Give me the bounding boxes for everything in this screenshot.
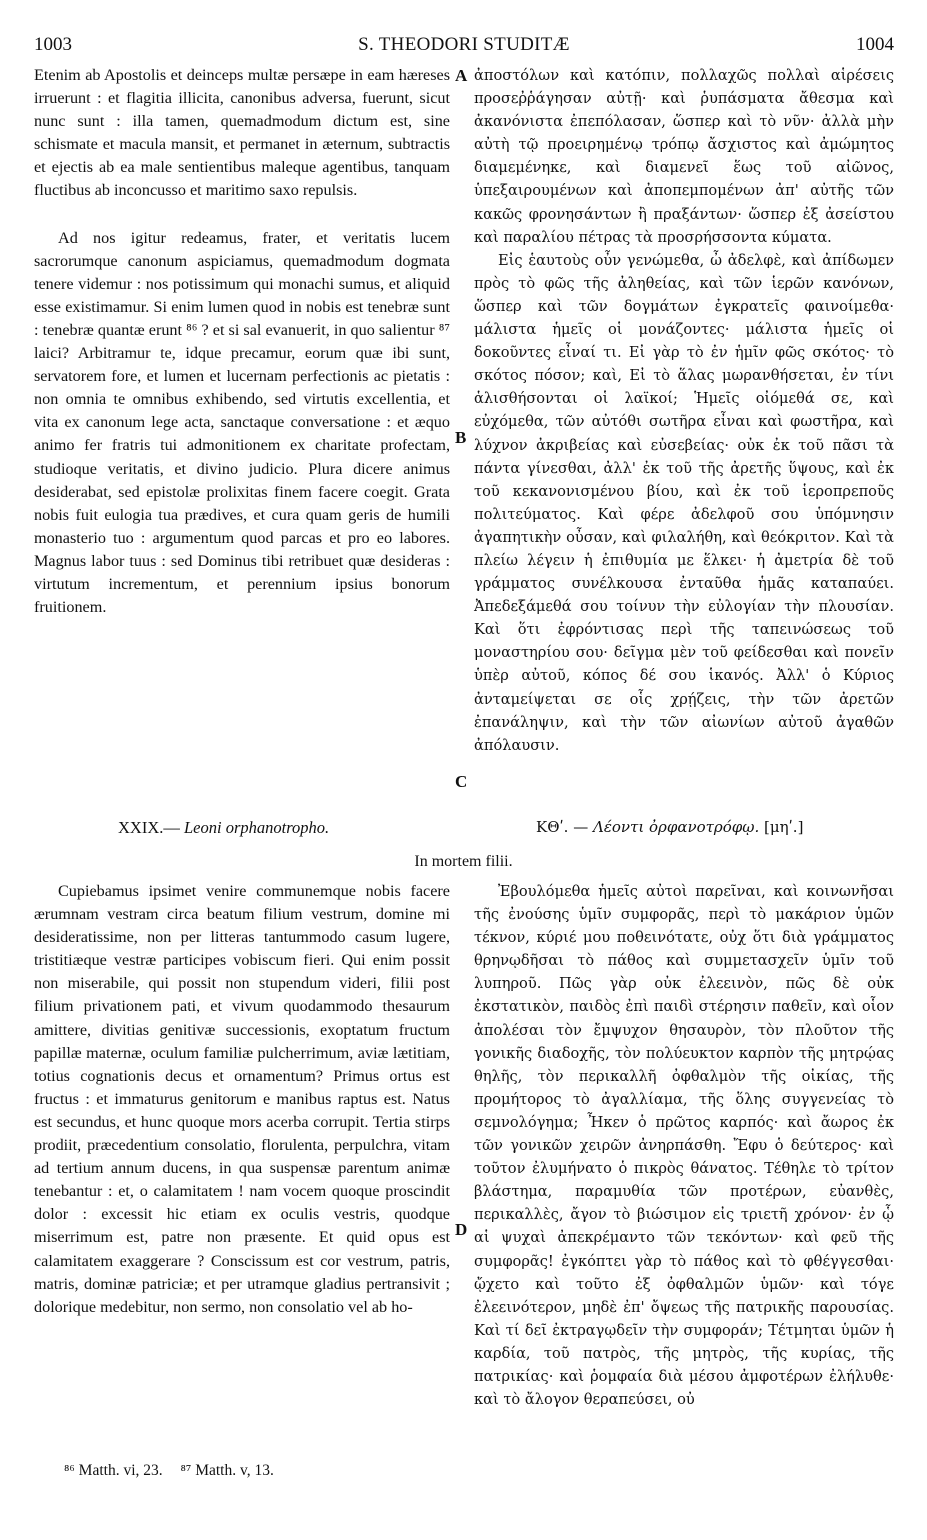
greek-paragraph: Εἰς ἑαυτοὺς οὖν γενώμεθα, ὦ ἀδελφὲ, καὶ ἀπίδωμεν πρὸς τὸ φῶς τῆς ἀληθείας, καὶ τῶν ἱερῶν κανόνων, ὥσπερ καὶ τῶν δογμάτων ἐγκρατεῖς φαινοίμεθα· μάλιστα ἡμεῖς οἱ μονάζοντες· μάλιστα ἡμεῖς οἱ δοκοῦντες εἶναί τι. Εἰ γὰρ τὸ ἐν ἡμῖν φῶς σκότος· τὸ σκότος πόσον; καὶ, Εἰ τὸ ἅλας μωρανθήσεται, ἐν τίνι ἁλισθήσονται οἱ λαϊκοί; Ἡμεῖς οἰόμεθά σε, καὶ εὐχόμεθα, τῶν αὐτόθι σωτῆρα εἶναι καὶ φωστῆρα, καὶ λύχνον ἀκριβείας καὶ εὐσεβείας· οὐκ ἐκ τοῦ πᾶσι τὰ πάντα γίνεσθαι, ἀλλ' ἐκ τοῦ τῆς ἀρετῆς ὕψους, καὶ ἐκ τοῦ κεκανονισμένου βίου, καὶ ἐκ τοῦ ἱεροπρεποῦς πολιτεύματος. Καὶ φέρε ἀδελφοῦ σου ὑπόμνησιν ἀγαπητικὴν οὖσαν, καὶ φιλαλήθη, καὶ θεόκριτον. Καὶ τὰ πλείω λέγειν ἡ ἐπιθυμία με ἕλκει· ἡ ἀμετρία δὲ τοῦ γράμματος συνέλκουσα ἐνταῦθα ἡμᾶς καταπαύει. Ἀπεδεξάμεθά σου τοίνυν τὴν εὐλογίαν τὴν πλουσίαν. Καὶ ὅτι ἐφρόντισας περὶ τῆς ταπεινώσεως τοῦ μοναστηρίου σου· δεῖγμα μὲν τοῦ φείδεσθαι καὶ πονεῖν ὑπὲρ αὐτοῦ, κόπος δέ σου ἱκανός. Ἀλλ' ὁ Κύριος ἀνταμείψεται σε οἷς χρῄζεις, τὴν τῶν ἀρετῶν ἐπανάληψιν, καὶ τὴν τῶν αἰωνίων αὐτοῦ ἀγαθῶν ἀπόλαυσιν.	[474, 251, 894, 754]
greek-letter-title	[536, 818, 803, 836]
running-title: S. THEODORI STUDITÆ	[358, 34, 570, 55]
latin-column-letter29	[34, 880, 450, 1319]
greek-letter-number: ΚΘʹ. —	[536, 818, 589, 836]
greek-paragraph: Ἐβουλόμεθα ἡμεῖς αὐτοὶ παρεῖναι, καὶ κοινωνῆσαι τῆς ἐνούσης ὑμῖν συμφορᾶς, περὶ τὸ μακάριον ὑμῶν τέκνον, κύριέ μου ποθεινότατε, οὐχ ὅτι διὰ γράμματος θρηνῳδῆσαι τὸ πάθος καὶ συμμετασχεῖν ὑμῖν τοῦ λυπηροῦ. Πῶς γὰρ οὐκ ἐλεεινὸν, πῶς δὲ οὐκ ἐκστατικὸν, παιδὸς ἐπὶ παιδὶ στέρησιν παθεῖν, καὶ οἷον ἀπολέσαι τὸν ἔμψυχον θησαυρὸν, τὸν πλοῦτον τῆς γονικῆς διαδοχῆς, τὸν πολύευκτον καρπὸν τῆς μητρῴας θηλῆς, τὸν περικαλλῆ ὀφθαλμὸν τῆς οἰκίας, τῆς προμήτορος τὸ ἀγαλλίαμα, τῆς ὅλης συγγενείας τὸ σεμνολόγημα; Ἦκεν ὁ πρῶτος καρπός· καὶ ἄωρος ἐκ τῶν γονικῶν χειρῶν ἀνηρπάσθη. Ἔφυ ὁ δεύτερος· καὶ τοῦτον ἐλυμήνατο ὁ πικρὸς θάνατος. Τέθηλε τὸ τρίτον βλάστημα, παραμυθία τῶν προτέρων, εὐανθὲς, περικαλλὲς, ἄγον τὸ βιώσιμον εἰς τριετῆ χρόνον· ἐν ᾧ αἱ ψυχαὶ ἀπεκρέμαντο τῶν τεκόντων· καὶ φεῦ τῆς συμφορᾶς! ἐγκόπτει γὰρ τὸ πάθος καὶ τὸ φθέγγεσθαι· ᾤχετο καὶ τοῦτο ἐξ ὀφθαλμῶν ὑμῶν· καὶ τόγε ἐλεεινότερον, μηδὲ ἐπ' ὄψεως τῆς πατρικῆς παρουσίας. Καὶ τί δεῖ ἐκτραγῳδεῖν τὴν συμφοράν; Τέτμηται ὑμῶν ἡ καρδία, τοῦ πατρὸς, τῆς μητρὸς, τῆς κυρίας, τῆς πατρικίας· καὶ ῥομφαία διὰ μέσου ἀμφοτέρων ἐλήλυθε· καὶ τὸ ἄλογον θεραπεύσει, οὐ	[474, 883, 894, 1409]
margin-marker-b: B	[455, 428, 467, 447]
page-number-right: 1004	[856, 34, 894, 55]
footnotes	[64, 1462, 288, 1480]
greek-column-letter29	[474, 880, 894, 1411]
margin-marker-c: C	[455, 772, 468, 791]
latin-letter-number: XXIX.—	[118, 818, 180, 837]
latin-column-letter28	[34, 64, 450, 619]
greek-column-letter28	[474, 64, 894, 757]
latin-letter-title	[118, 818, 329, 838]
latin-paragraph: Etenim ab Apostolis et deinceps multæ persæpe in eam hæreses irruerunt : et flagitia illicita, canonibus adversa, fuerunt, sicut nunc sunt : illa tamen, quemadmodum dictum est, sine schismate et macula mansit, et permanet in æternum, subtractis et ejectis ab ea male sentientibus maleque agentibus, tanquam fluctibus ab inconcusso et maritimo saxo repulsis.	[34, 66, 450, 200]
footnote: ⁸⁶ Matth. vi, 23.	[64, 1462, 163, 1479]
greek-letter-addressee: Λέοντι ὀρφανοτρόφῳ.	[593, 818, 760, 836]
page-header	[34, 34, 894, 60]
latin-paragraph: Ad nos igitur redeamus, frater, et veritatis lucem sacrorumque canonum aspiciamus, quemadmodum dogmata tenere videmur : nos potissimum qui monachi sumus, et aliquid esse existimamur. Si enim lumen quod in nobis est tenebræ sunt : tenebræ quantæ erunt ⁸⁶ ? et si sal evanuerit, in quo salientur ⁸⁷ laici? Arbitramur te, idque precamur, eorum quæ ibi sunt, servatorem fore, et lumen et lucernam perfectionis ac pietatis : non omnia te omnibus exhibendo, sed virtutis excellentia, et vita ex canonum lege acta, sanctaque conversatione : et æquo animo fer fratris tui admonitionem ex charitate profectam, studioque veritatis, et divino judicio. Plura dicere animus desiderabat, sed epistolæ prolixitas finem facere coegit. Grata nobis fuit eulogia tua prædives, et cura quam geris de humili monasterio tuo : argumentum quod parcas et pro eo labores. Magnus labor tuus : sed Dominus tibi retribuet quæ desideras : virtutum incrementum, et perennium ipsius bonorum fruitionem.	[34, 228, 450, 617]
latin-letter-addressee: Leoni orphanotropho.	[184, 818, 330, 837]
letter-subtitle: In mortem filii.	[414, 853, 513, 870]
footnote: ⁸⁷ Matth. v, 13.	[180, 1462, 274, 1479]
page-number-left: 1003	[34, 34, 72, 55]
greek-paragraph: ἀποστόλων καὶ κατόπιν, πολλαχῶς πολλαὶ αἱρέσεις προσεῤῥάγησαν αὐτῇ· καὶ ῥυπάσματα ἄθεσμα καὶ ἀκανόνιστα ἐπεπόλασαν, ὥσπερ καὶ τὸ νῦν· ἀλλὰ μὴν αὐτὴ τῷ προειρημένῳ τρόπῳ ἄσχιστος καὶ ἀμώμητος διαμεμένηκε, καὶ διαμενεῖ ἕως τοῦ αἰῶνος, ὑπεξαιρουμένων καὶ ἀποπεμπομένων ἀπ' αὐτῆς τῶν κακῶς φρονησάντων ἢ πραξάντων· ὥσπερ ἐξ ἀσείστου καὶ παραλίου πέτρας τὰ προσρήσσοντα κύματα.	[474, 67, 894, 246]
latin-paragraph: Cupiebamus ipsimet venire communemque nobis facere ærumnam vestram circa beatum filium vestrum, domine mi desideratissime, non per litteras tantummodo casum lugere, tristitiæque vestræ participes vobiscum fieri. Qui enim possit non miserabile, qui possit non stupendum videri, filii post filium privationem pati, et vivum quodammodo thesaurum amittere, divitias genitivæ successionis, exoptatum fructum papillæ maternæ, oculum familiæ pulcherrimum, aviæ lætitiam, totius cognationis decus et ornamentum? Primus ortus est fructus : et immaturus genitorum e manibus raptus est. Natus est secundus, et hunc quoque mors acerba corrupit. Tertia stirps prodiit, præcedentium consolatio, florulenta, perpulchra, vitam ad tertium annum ducens, in qua suspensæ parentum animæ tenebantur : et, o calamitatem ! nam vocem quoque proscindit dolor : excessit hic etiam ex oculis vestris, quodque miserrimum est, patre non præsente. Et quid opus est calamitatem exaggerare ? Conscissum est cor vestrum, patris, matris, dominæ patriciæ; et per utramque gladius pertransivit ; doloriquе medebitur, non sermo, non consolatio vel ab ho-	[34, 882, 450, 1316]
margin-marker-a: A	[455, 66, 468, 85]
margin-marker-d: D	[455, 1220, 468, 1239]
greek-letter-ref: [μηʹ.]	[764, 818, 804, 836]
